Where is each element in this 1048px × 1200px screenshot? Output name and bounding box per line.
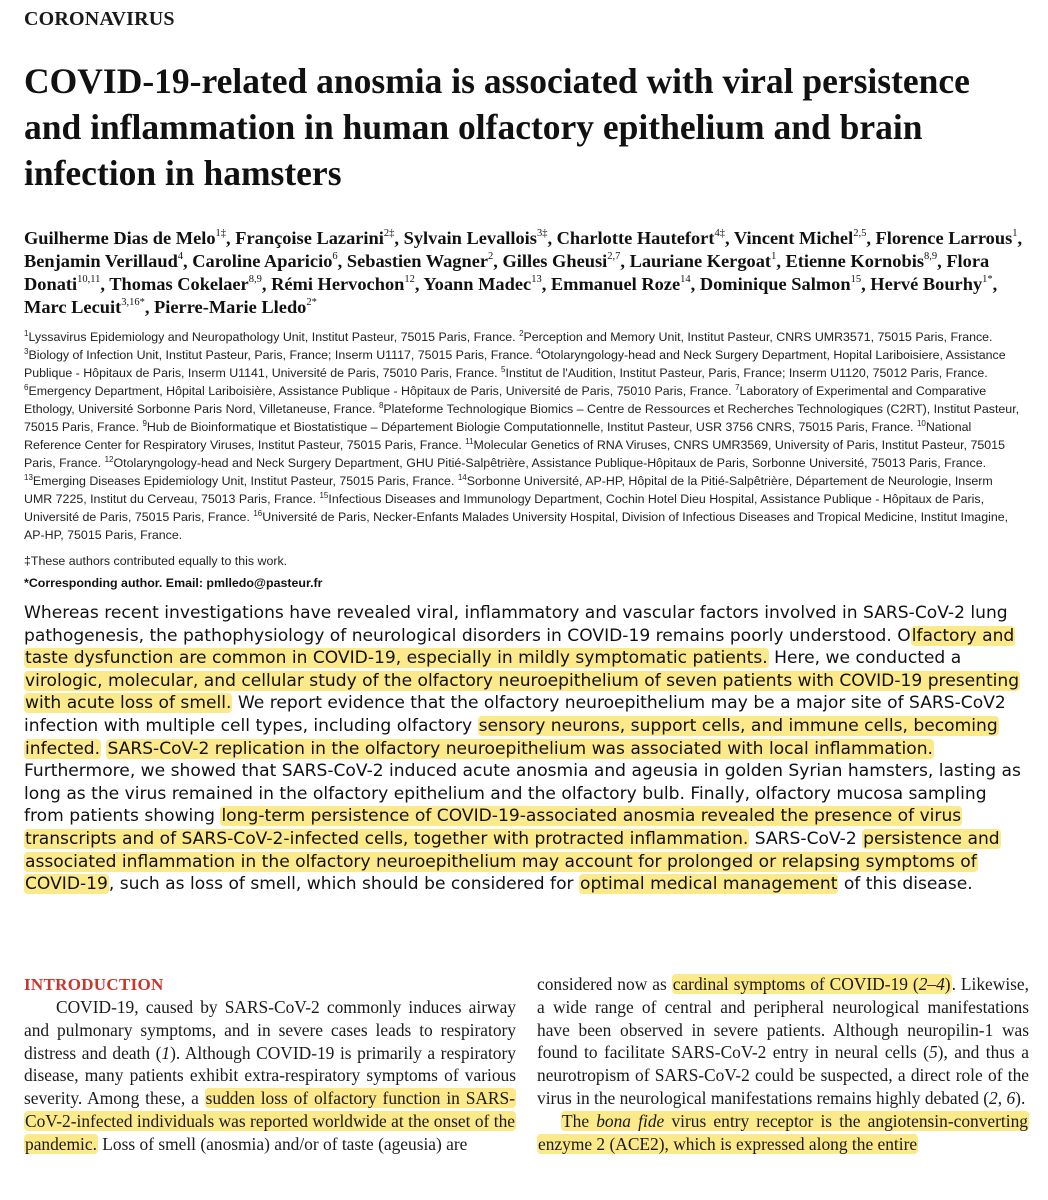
body-text: ), and thus a neurotropism of SARS-CoV-2 could be suspected, a direct role of the virus in the neurological manifestations remains highly debated (	[537, 1042, 1029, 1108]
corresponding-author-note: *Corresponding author. Email: pmlledo@pasteur.fr	[24, 576, 323, 590]
affiliation-text: Plateforme Technologique Biomics – Centre de Ressources et Recherches Technologiques (C2RT), Institut Pasteur, 75015 Paris, France.	[24, 402, 1020, 434]
author-name: Sylvain Levallois$^{3\ddagger}$	[403, 227, 548, 248]
body-text: Loss of smell (anosmia) and/or of taste (ageusia) are	[97, 1133, 468, 1154]
affiliation-number: 13	[24, 472, 33, 482]
affiliation-text: Laboratory of Experimental and Comparative Ethology, Université Sorbonne Paris Nord, Villetaneuse, France.	[24, 384, 987, 416]
body-highlight	[537, 1111, 1029, 1154]
abstract-text: Here, we conducted a	[768, 648, 962, 669]
author-affiliation-marker: 8,9	[248, 273, 262, 285]
introduction-heading: INTRODUCTION	[24, 975, 164, 994]
abstract-highlight: optimal medical management	[580, 874, 838, 895]
author-affiliation-marker: 1‡	[215, 227, 227, 239]
author-affiliation-marker: 2,5	[853, 227, 867, 239]
author-name: Sebastien Wagner$^2$	[346, 250, 494, 271]
author-affiliation-marker: 2,7	[607, 250, 621, 262]
affiliation-number: 5	[501, 364, 506, 374]
affiliation-number: 6	[24, 382, 29, 392]
author-affiliation-marker: 4‡	[714, 227, 725, 239]
paragraph	[537, 1110, 1029, 1156]
author-affiliation-marker: 8,9	[923, 250, 938, 262]
affiliation-number: 12	[104, 454, 114, 464]
affiliation-text: Otolaryngology-head and Neck Surgery Department, Hopital Lariboisiere, Assistance Publique - Hôpitaux de Paris, Inserm U1141, Université de Paris, 75010 Paris, France.	[24, 348, 1006, 380]
author-affiliation-marker: 1*	[982, 273, 993, 285]
emphasis: bona fide	[596, 1110, 665, 1131]
equal-contribution-note: ‡These authors contributed equally to this work.	[24, 554, 288, 568]
affiliation-text: Perception and Memory Unit, Institut Pasteur, CNRS UMR3571, 75015 Paris, France.	[523, 330, 993, 344]
abstract-text: Furthermore, we showed that SARS-CoV-2 induced acute anosmia and ageusia in golden Syrian hamsters, lasting as long as the virus remained in the olfactory epithelium and the olfactory bulb. Finally, olfactory mucosa sampling from patients showing	[24, 761, 1021, 827]
affiliation-number: 10	[916, 418, 926, 428]
author-name: Caroline Aparicio$^6$	[192, 250, 338, 271]
author-affiliation-marker: 2*	[306, 296, 317, 308]
abstract-highlight: persistence and associated inflammation in the olfactory neuroepithelium may account for prolonged or relapsing symptoms of COVID-19	[25, 828, 1000, 895]
author-name: Benjamin Verillaud$^4$	[24, 250, 184, 271]
author-list: Guilherme Dias de Melo$^{1\ddagger}$, Françoise Lazarini$^{2\ddagger}$, Sylvain Levallois$^{3\ddagger}$, Charlotte Hautefort$^{4\ddagger}$, Vincent Michel$^{2,5}$, Florence Larrous$^1$, Benjamin Verillaud$^4$, Caroline Aparicio$^6$, Sebastien Wagner$^2$, Gilles Gheusi$^{2,7}$, Lauriane Kergoat$^1$, Etienne Kornobis$^{8,9}$, Flora Donati$^{10,11}$, Thomas Cokelaer$^{8,9}$, Rémi Hervochon$^{12}$, Yoann Madec$^{13}$, Emmanuel Roze$^{14}$, Dominique Salmon$^{15}$, Hervé Bourhy$^{1*}$, Marc Lecuit$^{3,16*}$, Pierre-Marie Lledo$^{2*}$	[24, 227, 1023, 317]
abstract-highlight: sensory neurons, support cells, and immune cells, becoming infected.	[25, 715, 998, 759]
affiliation-number: 16	[253, 508, 263, 518]
introduction-column-right	[537, 973, 1029, 1155]
abstract	[24, 602, 1029, 896]
body-text: ,	[997, 1087, 1007, 1108]
author-name: Françoise Lazarini$^{2\ddagger}$	[235, 227, 395, 248]
affiliation-number: 8	[378, 400, 384, 410]
author-name: Emmanuel Roze$^{14}$	[550, 273, 691, 294]
body-highlight: sudden loss of olfactory function in SARS-CoV-2-infected individuals was reported worldwide at the onset of the pandemic.	[25, 1088, 515, 1154]
affiliation-text: Hub de Bioinformatique et Biostatistique – Département Biologie Computationnelle, Institut Pasteur, USR 3756 CNRS, 75015 Paris, France.	[146, 420, 917, 434]
author-name: Dominique Salmon$^{15}$	[699, 273, 862, 294]
body-text: COVID-19, caused by SARS-CoV-2 commonly induces airway and pulmonary symptoms, and in severe cases leads to respiratory distress and death (	[24, 997, 516, 1063]
author-affiliation-marker: 6	[332, 250, 338, 262]
author-affiliation-marker: 4	[177, 250, 184, 262]
author-affiliation-marker: 14	[680, 273, 691, 285]
body-text: ).	[1015, 1087, 1026, 1108]
author-name: Pierre-Marie Lledo$^{2*}$	[154, 296, 317, 317]
citation: 2–4	[918, 974, 945, 994]
author-name: Hervé Bourhy$^{1*}$	[870, 273, 993, 294]
affiliation-number: 11	[465, 436, 474, 446]
affiliation-text: Emergency Department, Hôpital Lariboisière, Assistance Publique - Hôpitaux de Paris, Université de Paris, 75010 Paris, France.	[28, 384, 736, 398]
citation: 1	[161, 1042, 171, 1063]
author-name: Guilherme Dias de Melo$^{1\ddagger}$	[24, 227, 227, 248]
author-name: Vincent Michel$^{2,5}$	[733, 227, 867, 248]
author-name: Charlotte Hautefort$^{4\ddagger}$	[556, 227, 725, 248]
affiliation-number: 2	[519, 328, 524, 338]
author-name: Florence Larrous$^1$	[875, 227, 1018, 248]
section-tag: CORONAVIRUS	[24, 8, 175, 30]
author-name: Gilles Gheusi$^{2,7}$	[502, 250, 621, 271]
abstract-highlight: SARS-CoV-2 replication in the olfactory neuroepithelium was associated with local inflammation.	[107, 738, 933, 759]
author-name: Yoann Madec$^{13}$	[423, 273, 542, 294]
body-text: considered now as	[537, 974, 672, 994]
author-affiliation-marker: 2‡	[383, 227, 395, 239]
author-affiliation-marker: 13	[531, 273, 542, 285]
abstract-highlight: virologic, molecular, and cellular study of the olfactory neuroepithelium of seven patients with COVID-19 presenting with acute loss of smell.	[25, 670, 1020, 714]
body-highlight-text: cardinal symptoms of COVID-19 (	[672, 974, 919, 994]
affiliation-number: 14	[457, 472, 467, 482]
body-highlight-text: )	[944, 974, 951, 994]
body-text: . Likewise, a wide range of central and peripheral neurological manifestations have been observed in severe patients. Although neuropilin-1 was found to facilitate SARS-CoV-2 entry in neural cells (	[537, 974, 1029, 1063]
affiliations	[24, 328, 1024, 544]
affiliation-text: Lyssavirus Epidemiology and Neuropathology Unit, Institut Pasteur, 75015 Paris, France.	[28, 330, 520, 344]
affiliation-text: Université de Paris, Necker-Enfants Malades University Hospital, Division of Infectious Diseases and Tropical Medicine, Institut Imagine, AP-HP, 75015 Paris, France.	[24, 510, 1009, 542]
abstract-highlight: long-term persistence of COVID-19-associated anosmia revealed the presence of virus transcripts and of SARS-CoV-2-infected cells, together with protracted inflammation.	[25, 806, 962, 849]
affiliation-number: 4	[536, 346, 541, 356]
abstract-highlight: lfactory and taste dysfunction are common in COVID-19, especially in mildly symptomatic patients.	[25, 625, 1015, 669]
abstract-text: SARS-CoV-2	[749, 828, 863, 849]
article-title: COVID-19-related anosmia is associated with viral persistence and inflammation in human olfactory epithelium and brain infection in hamsters	[24, 61, 970, 193]
affiliation-text: Molecular Genetics of RNA Viruses, CNRS UMR3569, University of Paris, Institut Pasteur, 75015 Paris, France.	[24, 438, 1005, 470]
affiliation-text: Biology of Infection Unit, Institut Pasteur, Paris, France; Inserm U1117, 75015 Paris, France.	[28, 348, 537, 362]
affiliation-text: Institut de l'Audition, Institut Pasteur, Paris, France; Inserm U1120, 75012 Paris, France.	[505, 366, 988, 380]
body-highlight-text: The	[562, 1110, 597, 1131]
author-name: Rémi Hervochon$^{12}$	[271, 273, 415, 294]
affiliation-number: 3	[24, 346, 29, 356]
introduction-column-left	[24, 996, 516, 1156]
author-name: Marc Lecuit$^{3,16*}$	[24, 296, 145, 317]
author-affiliation-marker: 15	[850, 273, 862, 285]
author-name: Lauriane Kergoat$^1$	[629, 250, 777, 271]
author-name: Flora Donati$^{10,11}$	[24, 251, 990, 294]
abstract-text: of this disease.	[838, 874, 973, 895]
abstract-text: Whereas recent investigations have revealed viral, inflammatory and vascular factors involved in SARS-CoV-2 lung pathogenesis, the pathophysiology of neurological disorders in COVID-19 remains poorly understood. O	[24, 603, 1008, 646]
author-affiliation-marker: 1	[1012, 227, 1018, 239]
body-highlight	[672, 974, 952, 994]
affiliation-number: 1	[24, 328, 29, 338]
citation: 2	[989, 1087, 998, 1108]
citation: 5	[928, 1042, 938, 1063]
author-affiliation-marker: 1	[771, 250, 777, 262]
affiliation-number: 9	[142, 418, 147, 428]
affiliation-number: 7	[735, 382, 740, 392]
author-affiliation-marker: 3‡	[536, 227, 548, 239]
affiliation-number: 15	[319, 490, 329, 500]
author-affiliation-marker: 2	[488, 250, 494, 262]
affiliation-text: Otolaryngology-head and Neck Surgery Department, GHU Pitié-Salpêtrière, Assistance Publique-Hôpitaux de Paris, Sorbonne Université, 75013 Paris, France.	[113, 456, 987, 470]
abstract-text: We report evidence that the olfactory neuroepithelium may be a major site of SARS-CoV2 infection with multiple cell types, including olfactory	[24, 693, 1006, 736]
abstract-text: , such as loss of smell, which should be considered for	[108, 874, 579, 895]
body-text: ). Although COVID-19 is primarily a respiratory disease, many patients exhibit extra-respiratory symptoms of various severity. Among these, a	[24, 1042, 516, 1109]
author-affiliation-marker: 12	[404, 273, 415, 285]
author-name: Thomas Cokelaer$^{8,9}$	[109, 273, 262, 294]
affiliation-text: Infectious Diseases and Immunology Department, Cochin Hotel Dieu Hospital, Assistance Publique - Hôpitaux de Paris, Université de Paris, 75015 Paris, France.	[24, 492, 985, 524]
body-highlight-text: virus entry receptor is the angiotensin-converting enzyme 2 (ACE2), which is expressed along the entire	[538, 1110, 1028, 1154]
author-affiliation-marker: 3,16*	[121, 296, 145, 308]
affiliation-text: Emerging Diseases Epidemiology Unit, Institut Pasteur, 75015 Paris, France.	[32, 474, 458, 488]
affiliation-text: National Reference Center for Respiratory Viruses, Institut Pasteur, 75015 Paris, France.	[24, 420, 972, 452]
author-affiliation-marker: 10,11	[77, 273, 101, 285]
author-name: Etienne Kornobis$^{8,9}$	[785, 250, 938, 271]
citation: 6	[1006, 1087, 1016, 1108]
affiliation-text: Sorbonne Université, AP-HP, Hôpital de la Pitié-Salpêtrière, Département de Neurologie, Inserm UMR 7225, Institut du Cerveau, 75013 Paris, France.	[24, 474, 993, 506]
